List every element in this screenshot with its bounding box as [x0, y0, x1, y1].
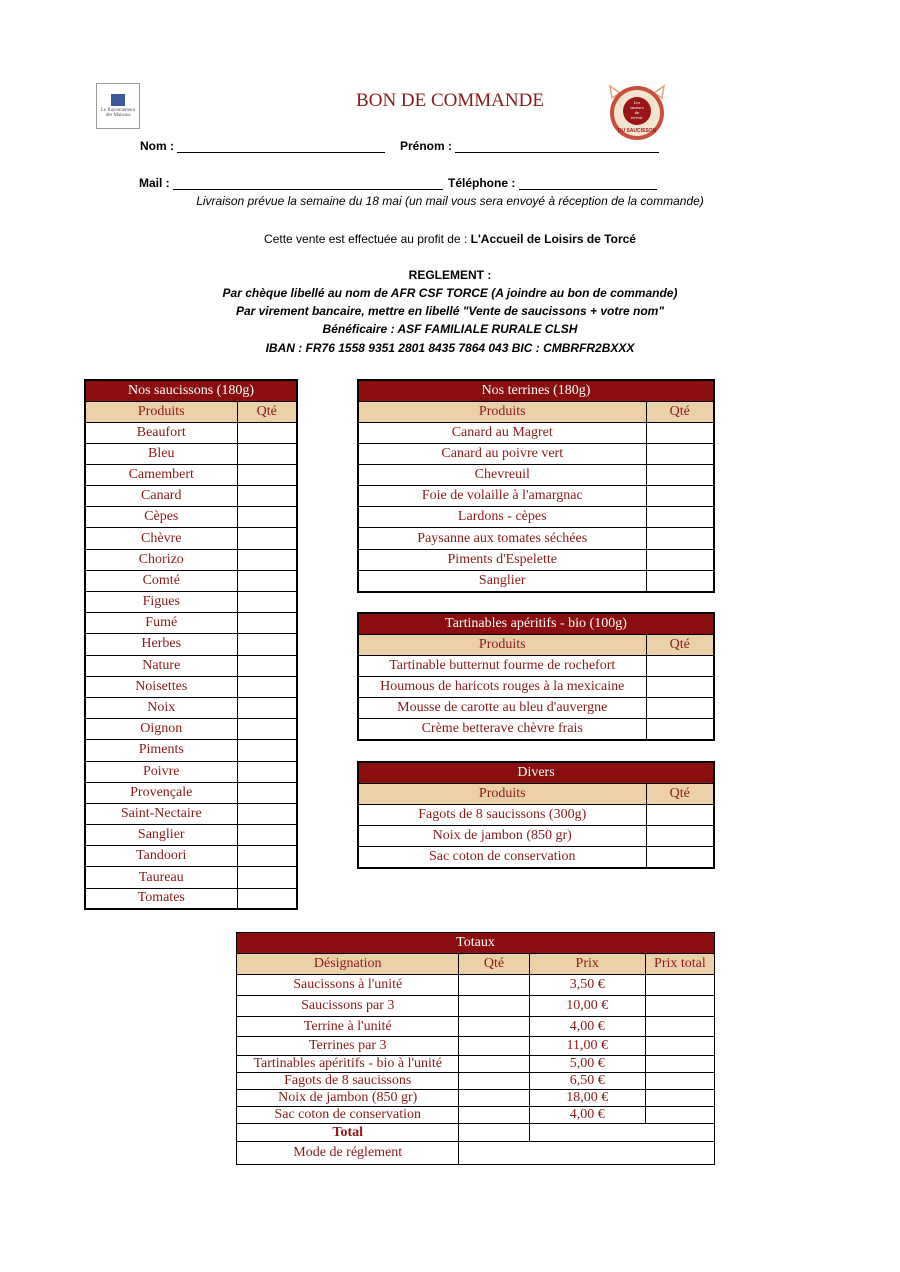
tartinables-title: Tartinables apéritifs - bio (100g)	[358, 613, 714, 634]
totaux-row	[237, 1037, 715, 1056]
saucisson-name: Provençale	[85, 782, 237, 803]
saucisson-qty-cell[interactable]	[237, 464, 297, 485]
totaux-total-cell[interactable]	[645, 975, 714, 996]
terrines-col-qte: Qté	[646, 401, 714, 422]
saucisson-qty-cell[interactable]	[237, 697, 297, 718]
terrine-qty-cell[interactable]	[646, 464, 714, 485]
totaux-total-cell[interactable]	[645, 1090, 714, 1107]
saucisson-row	[85, 761, 297, 782]
saucisson-row	[85, 507, 297, 528]
terrine-name: Paysanne aux tomates séchées	[358, 528, 646, 549]
saucisson-row	[85, 740, 297, 761]
terrines-table	[357, 379, 715, 593]
nom-field[interactable]	[140, 139, 385, 153]
tartinable-row	[358, 655, 714, 676]
saucisson-name: Noisettes	[85, 676, 237, 697]
saucisson-name: Taureau	[85, 867, 237, 888]
terrine-qty-cell[interactable]	[646, 549, 714, 570]
totaux-designation: Terrines par 3	[237, 1037, 459, 1056]
totaux-price: 6,50 €	[529, 1073, 645, 1090]
totaux-table	[236, 932, 715, 1165]
terrine-row	[358, 422, 714, 443]
divers-row	[358, 846, 714, 867]
totaux-row	[237, 996, 715, 1017]
tartinable-name: Mousse de carotte au bleu d'auvergne	[358, 697, 646, 718]
tartinable-qty-cell[interactable]	[646, 697, 714, 718]
saucisson-name: Tomates	[85, 888, 237, 909]
terrine-row	[358, 528, 714, 549]
saucisson-name: Oignon	[85, 719, 237, 740]
terrine-qty-cell[interactable]	[646, 570, 714, 591]
totaux-total-cell[interactable]	[645, 996, 714, 1017]
saucisson-qty-cell[interactable]	[237, 888, 297, 909]
terrine-name: Foie de volaille à l'amargnac	[358, 486, 646, 507]
totaux-designation: Saucissons par 3	[237, 996, 459, 1017]
saucisson-row	[85, 570, 297, 591]
saucisson-qty-cell[interactable]	[237, 761, 297, 782]
saucisson-qty-cell[interactable]	[237, 846, 297, 867]
saucisson-qty-cell[interactable]	[237, 507, 297, 528]
totaux-row	[237, 1017, 715, 1037]
saucisson-name: Herbes	[85, 634, 237, 655]
terrines-title: Nos terrines (180g)	[358, 380, 714, 401]
totaux-qty-cell[interactable]	[459, 996, 529, 1017]
saucisson-row	[85, 422, 297, 443]
saucisson-qty-cell[interactable]	[237, 528, 297, 549]
terrine-row	[358, 570, 714, 591]
terrine-row	[358, 549, 714, 570]
totaux-qty-cell[interactable]	[459, 1037, 529, 1056]
reglement-line-4: IBAN : FR76 1558 9351 2801 8435 7864 043 BIC : CMBRFR2BXXX	[265, 341, 635, 355]
tartinable-row	[358, 697, 714, 718]
totaux-qty-cell[interactable]	[459, 1017, 529, 1037]
reglement-line-3: Bénéficaire : ASF FAMILIALE RURALE CLSH	[322, 322, 578, 336]
saucissons-title: Nos saucissons (180g)	[85, 380, 297, 401]
saucisson-row	[85, 464, 297, 485]
terrine-row	[358, 443, 714, 464]
saucissons-table	[84, 379, 298, 910]
terrine-name: Sanglier	[358, 570, 646, 591]
total-qte-cell[interactable]	[459, 1124, 529, 1142]
saucisson-row	[85, 549, 297, 570]
reglement-title: REGLEMENT :	[408, 268, 492, 282]
tartinables-col-qte: Qté	[646, 634, 714, 655]
saucisson-row	[85, 613, 297, 634]
saucissons-col-produits: Produits	[85, 401, 237, 422]
divers-table	[357, 761, 715, 869]
saucisson-name: Poivre	[85, 761, 237, 782]
saucisson-qty-cell[interactable]	[237, 613, 297, 634]
logo-left-line-1: Le Rayonnement	[100, 108, 136, 113]
saucisson-row	[85, 719, 297, 740]
divers-name: Fagots de 8 saucissons (300g)	[358, 804, 646, 825]
saucisson-row	[85, 803, 297, 824]
reglement-line-1: Par chèque libellé au nom de AFR CSF TORCE (A joindre au bon de commande)	[222, 286, 678, 300]
totaux-price: 11,00 €	[529, 1037, 645, 1056]
saucisson-row	[85, 634, 297, 655]
terrine-qty-cell[interactable]	[646, 422, 714, 443]
saucisson-name: Chorizo	[85, 549, 237, 570]
saucisson-row	[85, 697, 297, 718]
logo-right-line-2: saveurs	[630, 105, 644, 110]
page-title: BON DE COMMANDE	[356, 90, 544, 111]
terrine-row	[358, 464, 714, 485]
totaux-price: 4,00 €	[529, 1017, 645, 1037]
saucisson-qty-cell[interactable]	[237, 486, 297, 507]
saucisson-row	[85, 825, 297, 846]
prenom-field[interactable]	[400, 139, 659, 153]
terrine-qty-cell[interactable]	[646, 528, 714, 549]
saucisson-qty-cell[interactable]	[237, 740, 297, 761]
totaux-qty-cell[interactable]	[459, 1107, 529, 1124]
totaux-qty-cell[interactable]	[459, 1056, 529, 1073]
saucisson-name: Beaufort	[85, 422, 237, 443]
totaux-total-cell[interactable]	[645, 1056, 714, 1073]
totaux-row	[237, 1107, 715, 1124]
saucisson-name: Bleu	[85, 443, 237, 464]
profit-line	[0, 232, 900, 246]
totaux-col-prix: Prix	[529, 954, 645, 975]
saucisson-row	[85, 592, 297, 613]
totaux-row	[237, 975, 715, 996]
totaux-designation: Tartinables apéritifs - bio à l'unité	[237, 1056, 459, 1073]
totaux-row	[237, 1073, 715, 1090]
totaux-qty-cell[interactable]	[459, 1090, 529, 1107]
saucisson-row	[85, 888, 297, 909]
telephone-field[interactable]	[448, 176, 657, 190]
divers-col-produits: Produits	[358, 783, 646, 804]
totaux-price: 3,50 €	[529, 975, 645, 996]
saucisson-name: Piments	[85, 740, 237, 761]
saucisson-qty-cell[interactable]	[237, 655, 297, 676]
saucisson-qty-cell[interactable]	[237, 825, 297, 846]
divers-qty-cell[interactable]	[646, 825, 714, 846]
tartinable-name: Tartinable butternut fourme de rochefort	[358, 655, 646, 676]
totaux-total-cell[interactable]	[645, 1017, 714, 1037]
divers-name: Noix de jambon (850 gr)	[358, 825, 646, 846]
terrine-name: Canard au Magret	[358, 422, 646, 443]
saucisson-qty-cell[interactable]	[237, 782, 297, 803]
mail-field[interactable]	[139, 176, 443, 190]
saucisson-qty-cell[interactable]	[237, 719, 297, 740]
logo-right-line-1: Les	[633, 100, 641, 105]
saucisson-name: Sanglier	[85, 825, 237, 846]
saucisson-row	[85, 782, 297, 803]
terrine-name: Chevreuil	[358, 464, 646, 485]
saucisson-name: Canard	[85, 486, 237, 507]
terrine-row	[358, 507, 714, 528]
totaux-row	[237, 1090, 715, 1107]
tartinables-table	[357, 612, 715, 741]
saucisson-qty-cell[interactable]	[237, 592, 297, 613]
saucisson-qty-cell[interactable]	[237, 570, 297, 591]
totaux-price: 18,00 €	[529, 1090, 645, 1107]
tartinable-qty-cell[interactable]	[646, 655, 714, 676]
saucisson-row	[85, 676, 297, 697]
saucisson-row	[85, 528, 297, 549]
totaux-price: 4,00 €	[529, 1107, 645, 1124]
telephone-line[interactable]	[519, 177, 657, 190]
saucisson-row	[85, 486, 297, 507]
terrine-name: Piments d'Espelette	[358, 549, 646, 570]
saucisson-name: Nature	[85, 655, 237, 676]
livraison-note: Livraison prévue la semaine du 18 mai (un mail vous sera envoyé à réception de la commande)	[196, 194, 704, 208]
divers-qty-cell[interactable]	[646, 804, 714, 825]
terrine-qty-cell[interactable]	[646, 507, 714, 528]
total-label: Total	[237, 1124, 459, 1142]
divers-row	[358, 804, 714, 825]
logo-right-line-4: terroir	[631, 115, 643, 120]
totaux-title: Totaux	[237, 933, 715, 954]
tartinable-qty-cell[interactable]	[646, 676, 714, 697]
saucisson-qty-cell[interactable]	[237, 676, 297, 697]
logo-right-line-3: du	[634, 110, 640, 115]
terrine-qty-cell[interactable]	[646, 486, 714, 507]
saucisson-qty-cell[interactable]	[237, 422, 297, 443]
saucisson-qty-cell[interactable]	[237, 803, 297, 824]
mail-line[interactable]	[173, 177, 443, 190]
totaux-col-designation: Désignation	[237, 954, 459, 975]
totaux-qty-cell[interactable]	[459, 975, 529, 996]
saucisson-row	[85, 867, 297, 888]
divers-col-qte: Qté	[646, 783, 714, 804]
totaux-designation: Sac coton de conservation	[237, 1107, 459, 1124]
saucisson-row	[85, 655, 297, 676]
saucisson-name: Chèvre	[85, 528, 237, 549]
totaux-designation: Fagots de 8 saucissons	[237, 1073, 459, 1090]
saveurs-terroir-logo	[606, 84, 668, 142]
profit-name: L'Accueil de Loisirs de Torcé	[470, 232, 636, 246]
prenom-line[interactable]	[455, 140, 659, 153]
saucisson-qty-cell[interactable]	[237, 549, 297, 570]
saucisson-name: Cèpes	[85, 507, 237, 528]
total-amount-cell[interactable]	[529, 1124, 714, 1142]
saucisson-name: Saint-Nectaire	[85, 803, 237, 824]
terrines-col-produits: Produits	[358, 401, 646, 422]
terrine-row	[358, 486, 714, 507]
tartinable-name: Houmous de haricots rouges à la mexicaine	[358, 676, 646, 697]
terrine-name: Canard au poivre vert	[358, 443, 646, 464]
totaux-price: 5,00 €	[529, 1056, 645, 1073]
saucisson-name: Noix	[85, 697, 237, 718]
profit-prefix: Cette vente est effectuée au profit de :	[264, 232, 471, 246]
reglement-line-2: Par virement bancaire, mettre en libellé "Vente de saucissons + votre nom"	[235, 304, 665, 318]
saucisson-name: Figues	[85, 592, 237, 613]
totaux-col-prix-total: Prix total	[645, 954, 714, 975]
tartinable-qty-cell[interactable]	[646, 719, 714, 740]
totaux-total-cell[interactable]	[645, 1107, 714, 1124]
logo-left-line-2: des Maisons	[105, 113, 131, 118]
saucisson-name: Camembert	[85, 464, 237, 485]
divers-qty-cell[interactable]	[646, 846, 714, 867]
mode-reglement-label: Mode de réglement	[237, 1142, 459, 1165]
mode-reglement-cell[interactable]	[459, 1142, 715, 1165]
nom-label: Nom :	[140, 139, 174, 153]
saucisson-qty-cell[interactable]	[237, 634, 297, 655]
logo-right-line-5: DU SAUCISSON	[617, 128, 657, 134]
saucisson-name: Tandoori	[85, 846, 237, 867]
tartinables-col-produits: Produits	[358, 634, 646, 655]
totaux-row	[237, 1056, 715, 1073]
mail-label: Mail :	[139, 176, 170, 190]
totaux-total-cell[interactable]	[645, 1037, 714, 1056]
nom-line[interactable]	[177, 140, 385, 153]
terrine-qty-cell[interactable]	[646, 443, 714, 464]
telephone-label: Téléphone :	[448, 176, 516, 190]
divers-title: Divers	[358, 762, 714, 783]
tartinable-row	[358, 719, 714, 740]
tartinable-row	[358, 676, 714, 697]
totaux-price: 10,00 €	[529, 996, 645, 1017]
saucisson-qty-cell[interactable]	[237, 867, 297, 888]
saucisson-row	[85, 443, 297, 464]
saucisson-row	[85, 846, 297, 867]
totaux-designation: Terrine à l'unité	[237, 1017, 459, 1037]
totaux-qty-cell[interactable]	[459, 1073, 529, 1090]
totaux-total-cell[interactable]	[645, 1073, 714, 1090]
tartinable-name: Crème betterave chèvre frais	[358, 719, 646, 740]
saucisson-name: Fumé	[85, 613, 237, 634]
saucisson-qty-cell[interactable]	[237, 443, 297, 464]
terrine-name: Lardons - cèpes	[358, 507, 646, 528]
totaux-designation: Saucissons à l'unité	[237, 975, 459, 996]
totaux-col-qte: Qté	[459, 954, 529, 975]
prenom-label: Prénom :	[400, 139, 453, 153]
saucissons-col-qte: Qté	[237, 401, 297, 422]
divers-row	[358, 825, 714, 846]
divers-name: Sac coton de conservation	[358, 846, 646, 867]
saucisson-name: Comté	[85, 570, 237, 591]
totaux-designation: Noix de jambon (850 gr)	[237, 1090, 459, 1107]
